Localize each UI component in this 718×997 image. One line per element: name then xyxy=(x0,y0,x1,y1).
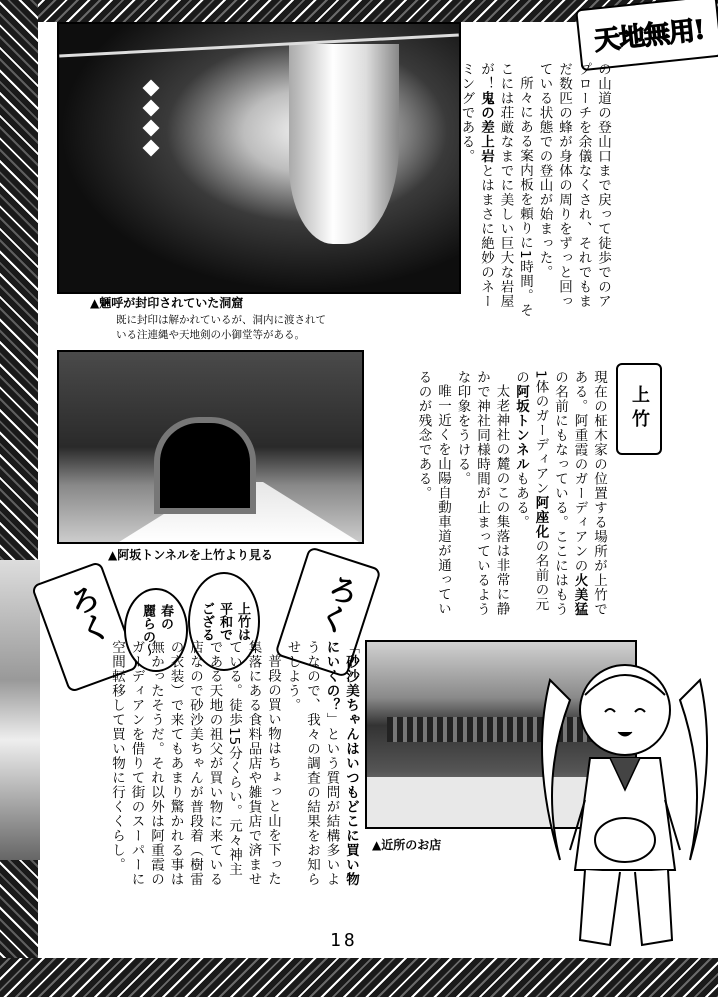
shide-paper xyxy=(143,100,160,117)
shide-paper xyxy=(143,120,160,137)
intro-article-text xyxy=(458,62,612,320)
guardian-name-2: 阿座化 xyxy=(532,495,549,540)
rock-name: 鬼の差上岩 xyxy=(478,91,494,164)
uetake-p1-g: もある。 xyxy=(513,471,529,530)
shopping-paragraph-1 xyxy=(282,640,360,890)
quote-open: 「 xyxy=(343,640,359,655)
shide-paper xyxy=(143,140,160,157)
cave-rock-curtain xyxy=(289,44,399,244)
can-label-left: ろく xyxy=(59,580,114,649)
can-label-right: ろく xyxy=(309,568,362,637)
uetake-article-text xyxy=(378,370,608,625)
uetake-p1-c: の名前にもなっている。ここにはもう1体のガーディアン xyxy=(532,370,568,617)
uetake-paragraph-1 xyxy=(511,370,609,625)
uetake-p1-a: 現在の柾木家の位置する場所が上竹である。阿重霞のガーディアンの xyxy=(571,370,607,617)
speech-bubble-left-text: 春の 麗らの〜 xyxy=(140,604,173,656)
shopping-paragraph-2: 普段の買い物はちょっと山を下った集落にある食料品店や雑貨店で済ませている。徒歩15分くらい。元々神主である天地の祖父が買い物に来ている店なので砂沙美ちゃんが普段着（樹雷の衣装）で来てもあまり驚かれる事は無かったそうだ。それ以外は阿重霞のガーディアンを借りて街のスーパーに空間転移して買い物に行くくらし。 xyxy=(109,640,281,887)
sasami-character-illustration xyxy=(530,640,718,958)
cave-photo-caption: ▲魎呼が封印されていた洞窟 xyxy=(90,296,244,310)
shide-paper xyxy=(143,80,160,97)
adjacent-page-photo xyxy=(0,560,40,860)
shopping-article-text xyxy=(109,640,360,890)
page-number: 18 xyxy=(330,930,358,951)
cave-photo xyxy=(57,22,461,294)
tunnel-name: 阿坂トンネル xyxy=(513,384,529,472)
shopping-p1-tail: 」という質問が結構多いようなので、我々の調査の結果をお知らせしよう。 xyxy=(284,640,340,887)
shop-photo-caption: ▲近所のお店 xyxy=(372,838,442,852)
series-logo-text: 天地無用! xyxy=(592,14,706,57)
intro-paragraph-1: の山道の登山口まで戻って徒歩でのアプローチを余儀なくされ、それでもまだ数匹の蜂が身体の周りをずっと回っている状態での登山が始まった。 xyxy=(536,62,611,309)
reader-question: 砂沙美ちゃんはいつもどこに買い物にいくの？ xyxy=(323,640,359,887)
cave-photo-subcaption-1: 既に封印は解かれているが、洞内に渡されて xyxy=(116,314,326,326)
guardian-name-1: 火美猛 xyxy=(571,573,588,617)
cave-photo-subcaption-2: いる注連縄や天地剣の小御堂等がある。 xyxy=(116,329,305,341)
decorative-border-bottom xyxy=(0,958,718,997)
tunnel-arch xyxy=(154,417,256,514)
tunnel-photo xyxy=(57,350,364,544)
speech-bubble-right-text: 上竹は 平和で ござる xyxy=(199,602,250,641)
uetake-paragraph-2: 太老神社の麓のこの集落は非常に静かで神社同様時間が止まっているような印象をうける。 xyxy=(454,370,510,617)
uetake-paragraph-3: 唯一近くを山陽自動車道が通っているのが残念である。 xyxy=(415,370,451,616)
intro-p2-text: 所々にある案内板を頼りに1時間。そこには荘厳なまでに美しい巨大な岩屋が！ xyxy=(478,62,533,318)
intro-p2-tail: とはまさに絶妙のネーミングである。 xyxy=(458,62,494,309)
intro-paragraph-2 xyxy=(456,62,534,320)
tunnel-photo-caption: ▲阿坂トンネルを上竹より見る xyxy=(108,548,273,562)
section-heading-uetake: 上竹 xyxy=(616,363,662,455)
uetake-p1-e: の名前の元の xyxy=(513,370,549,612)
